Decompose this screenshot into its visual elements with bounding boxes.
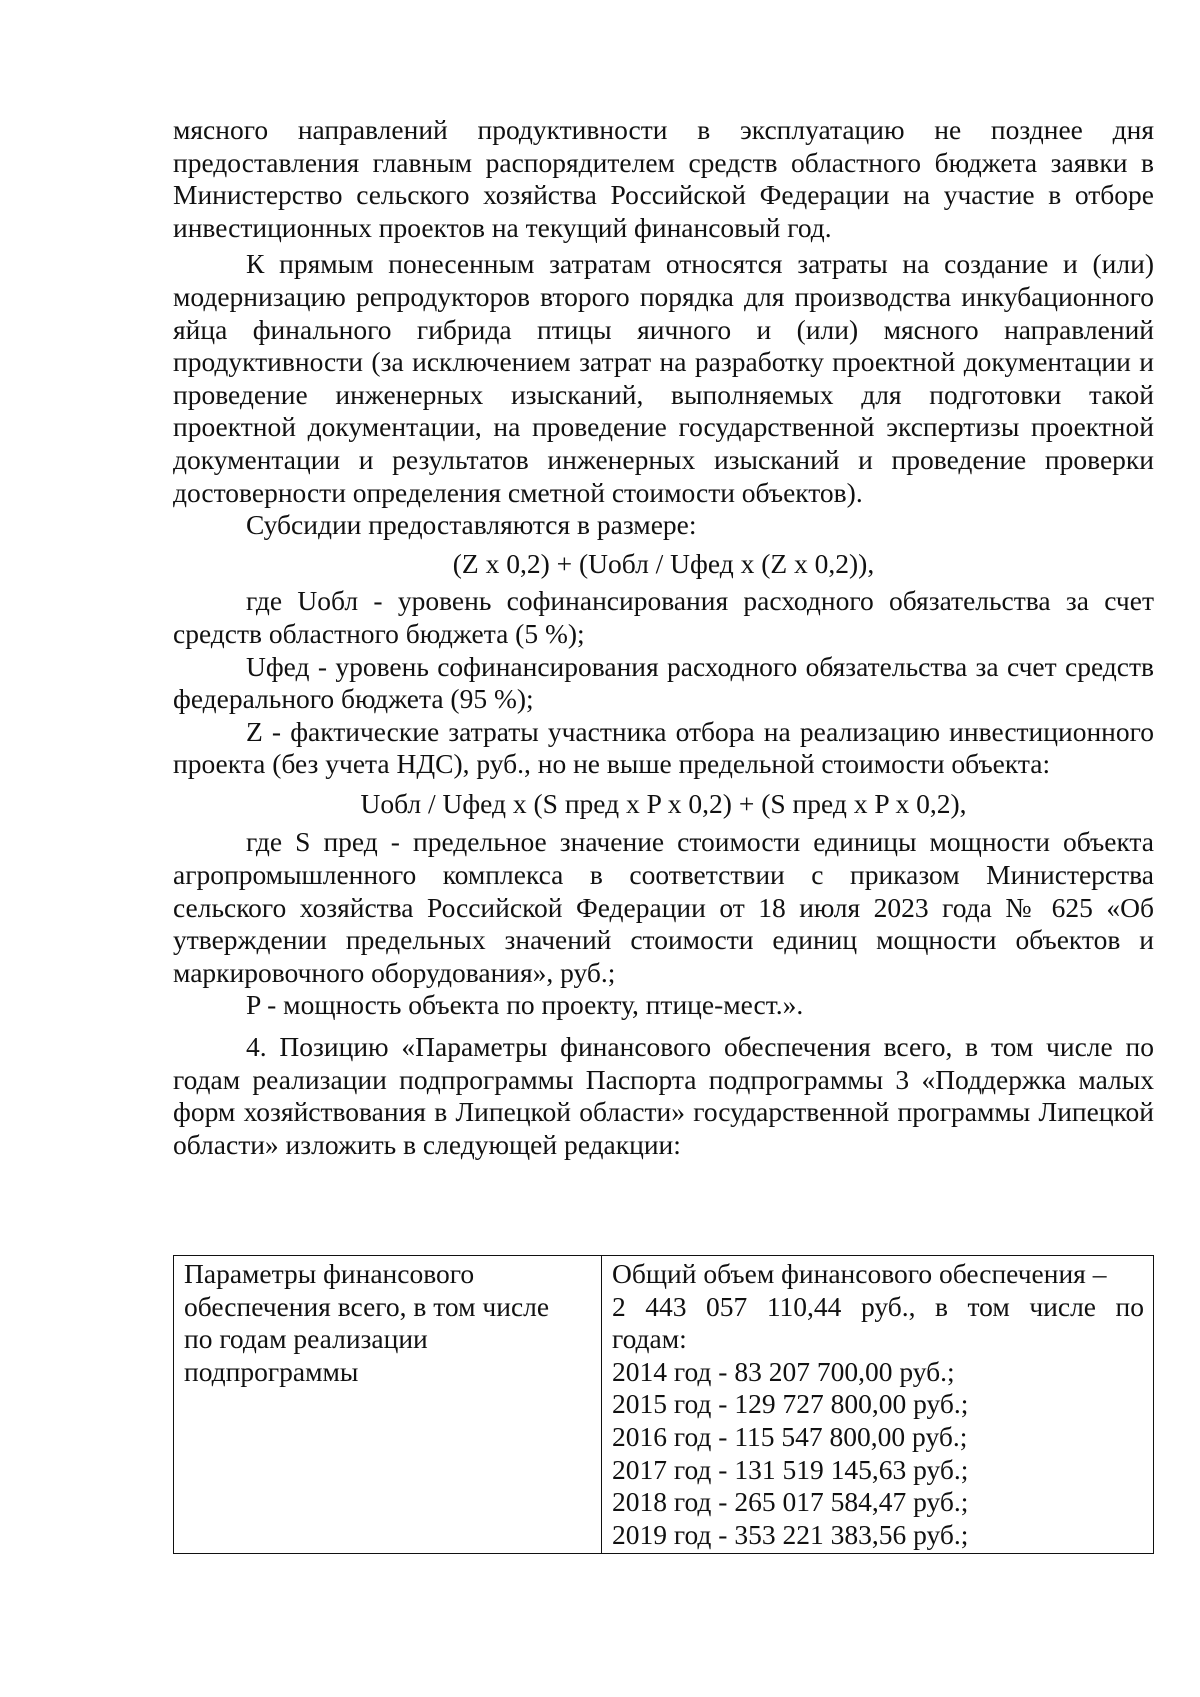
paragraph-p-definition: P - мощность объекта по проекту, птице-мест.». xyxy=(246,989,804,1021)
year-amount-2018: 2018 год - 265 017 584,47 руб.; xyxy=(612,1486,969,1518)
formula-max-cost: Uобл / Uфед x (S пред x P x 0,2) + (S пред x P x 0,2), xyxy=(360,787,967,819)
year-amount-2019: 2019 год - 353 221 383,56 руб.; xyxy=(612,1518,969,1550)
paragraph-spred-definition: где S пред - предельное значение стоимости единицы мощности объекта агропромышленного комплекса в соответствии с приказом Министерства сельского хозяйства Российской Федерации от 18 июля 2023 года № 625 «Об утверждении предельных значений стоимости единиц мощности объектов и маркировочного оборудования», руб.; xyxy=(173,826,1154,988)
paragraph-uobl-definition: где Uобл - уровень софинансирования расходного обязательства за счет средств областного бюджета (5 %); xyxy=(173,585,1154,649)
table-right-line: годам: xyxy=(612,1323,687,1355)
year-amount-2017: 2017 год - 131 519 145,63 руб.; xyxy=(612,1453,969,1485)
table-left-line: по годам реализации xyxy=(184,1323,428,1355)
document-body xyxy=(173,114,1154,1161)
table-left-line: обеспечения всего, в том числе xyxy=(184,1290,550,1322)
financing-parameters-table xyxy=(173,1255,1154,1554)
table-row xyxy=(174,1256,1154,1554)
formula-subsidy: (Z x 0,2) + (Uобл / Uфед x (Z x 0,2)), xyxy=(452,547,875,579)
table-cell-parameter-name xyxy=(174,1256,602,1554)
table-cell-financing-values xyxy=(602,1256,1154,1554)
paragraph-item-4: 4. Позицию «Параметры финансового обеспечения всего, в том числе по годам реализации подпрограммы Паспорта подпрограммы 3 «Поддержка малых форм хозяйствования в Липецкой области» государственной программы Липецкой области» изложить в следующей редакции: xyxy=(173,1031,1154,1160)
table-right-line: Общий объем финансового обеспечения – xyxy=(612,1258,1107,1289)
paragraph-z-definition: Z - фактические затраты участника отбора на реализацию инвестиционного проекта (без учета НДС), руб., но не выше предельной стоимости объекта: xyxy=(173,715,1154,780)
paragraph-ufed-definition: Uфед - уровень софинансирования расходного обязательства за счет средств федерального бюджета (95 %); xyxy=(173,650,1154,715)
table-left-line: подпрограммы xyxy=(184,1355,359,1387)
year-amount-2015: 2015 год - 129 727 800,00 руб.; xyxy=(612,1388,969,1420)
paragraph-direct-costs: К прямым понесенным затратам относятся затраты на создание и (или) модернизацию репродукторов второго порядка для производства инкубационного яйца финального гибрида птицы яичного и (или) мясного направлений продуктивности (за исключением затрат на разработку проектной документации и проведение инженерных изысканий, выполняемых для подготовки такой проектной документации, на проведение государственной экспертизы проектной документации и результатов инженерных изысканий и проведение проверки достоверности определения сметной стоимости объектов). xyxy=(173,248,1154,508)
table-total-amount-line: 2 443 057 110,44 руб., в том числе по xyxy=(612,1290,1144,1322)
year-amount-2016: 2016 год - 115 547 800,00 руб.; xyxy=(612,1420,968,1452)
financing-parameters-table-wrap xyxy=(173,1255,1154,1554)
year-amount-2014: 2014 год - 83 207 700,00 руб.; xyxy=(612,1355,955,1387)
table-left-line: Параметры финансового xyxy=(184,1258,475,1289)
paragraph-subsidy-size: Субсидии предоставляются в размере: xyxy=(246,509,697,541)
paragraph-continuation: мясного направлений продуктивности в эксплуатацию не позднее дня предоставления главным распорядителем средств областного бюджета заявки в Министерство сельского хозяйства Российской Федерации на участие в отборе инвестиционных проектов на текущий финансовый год. xyxy=(173,114,1154,243)
